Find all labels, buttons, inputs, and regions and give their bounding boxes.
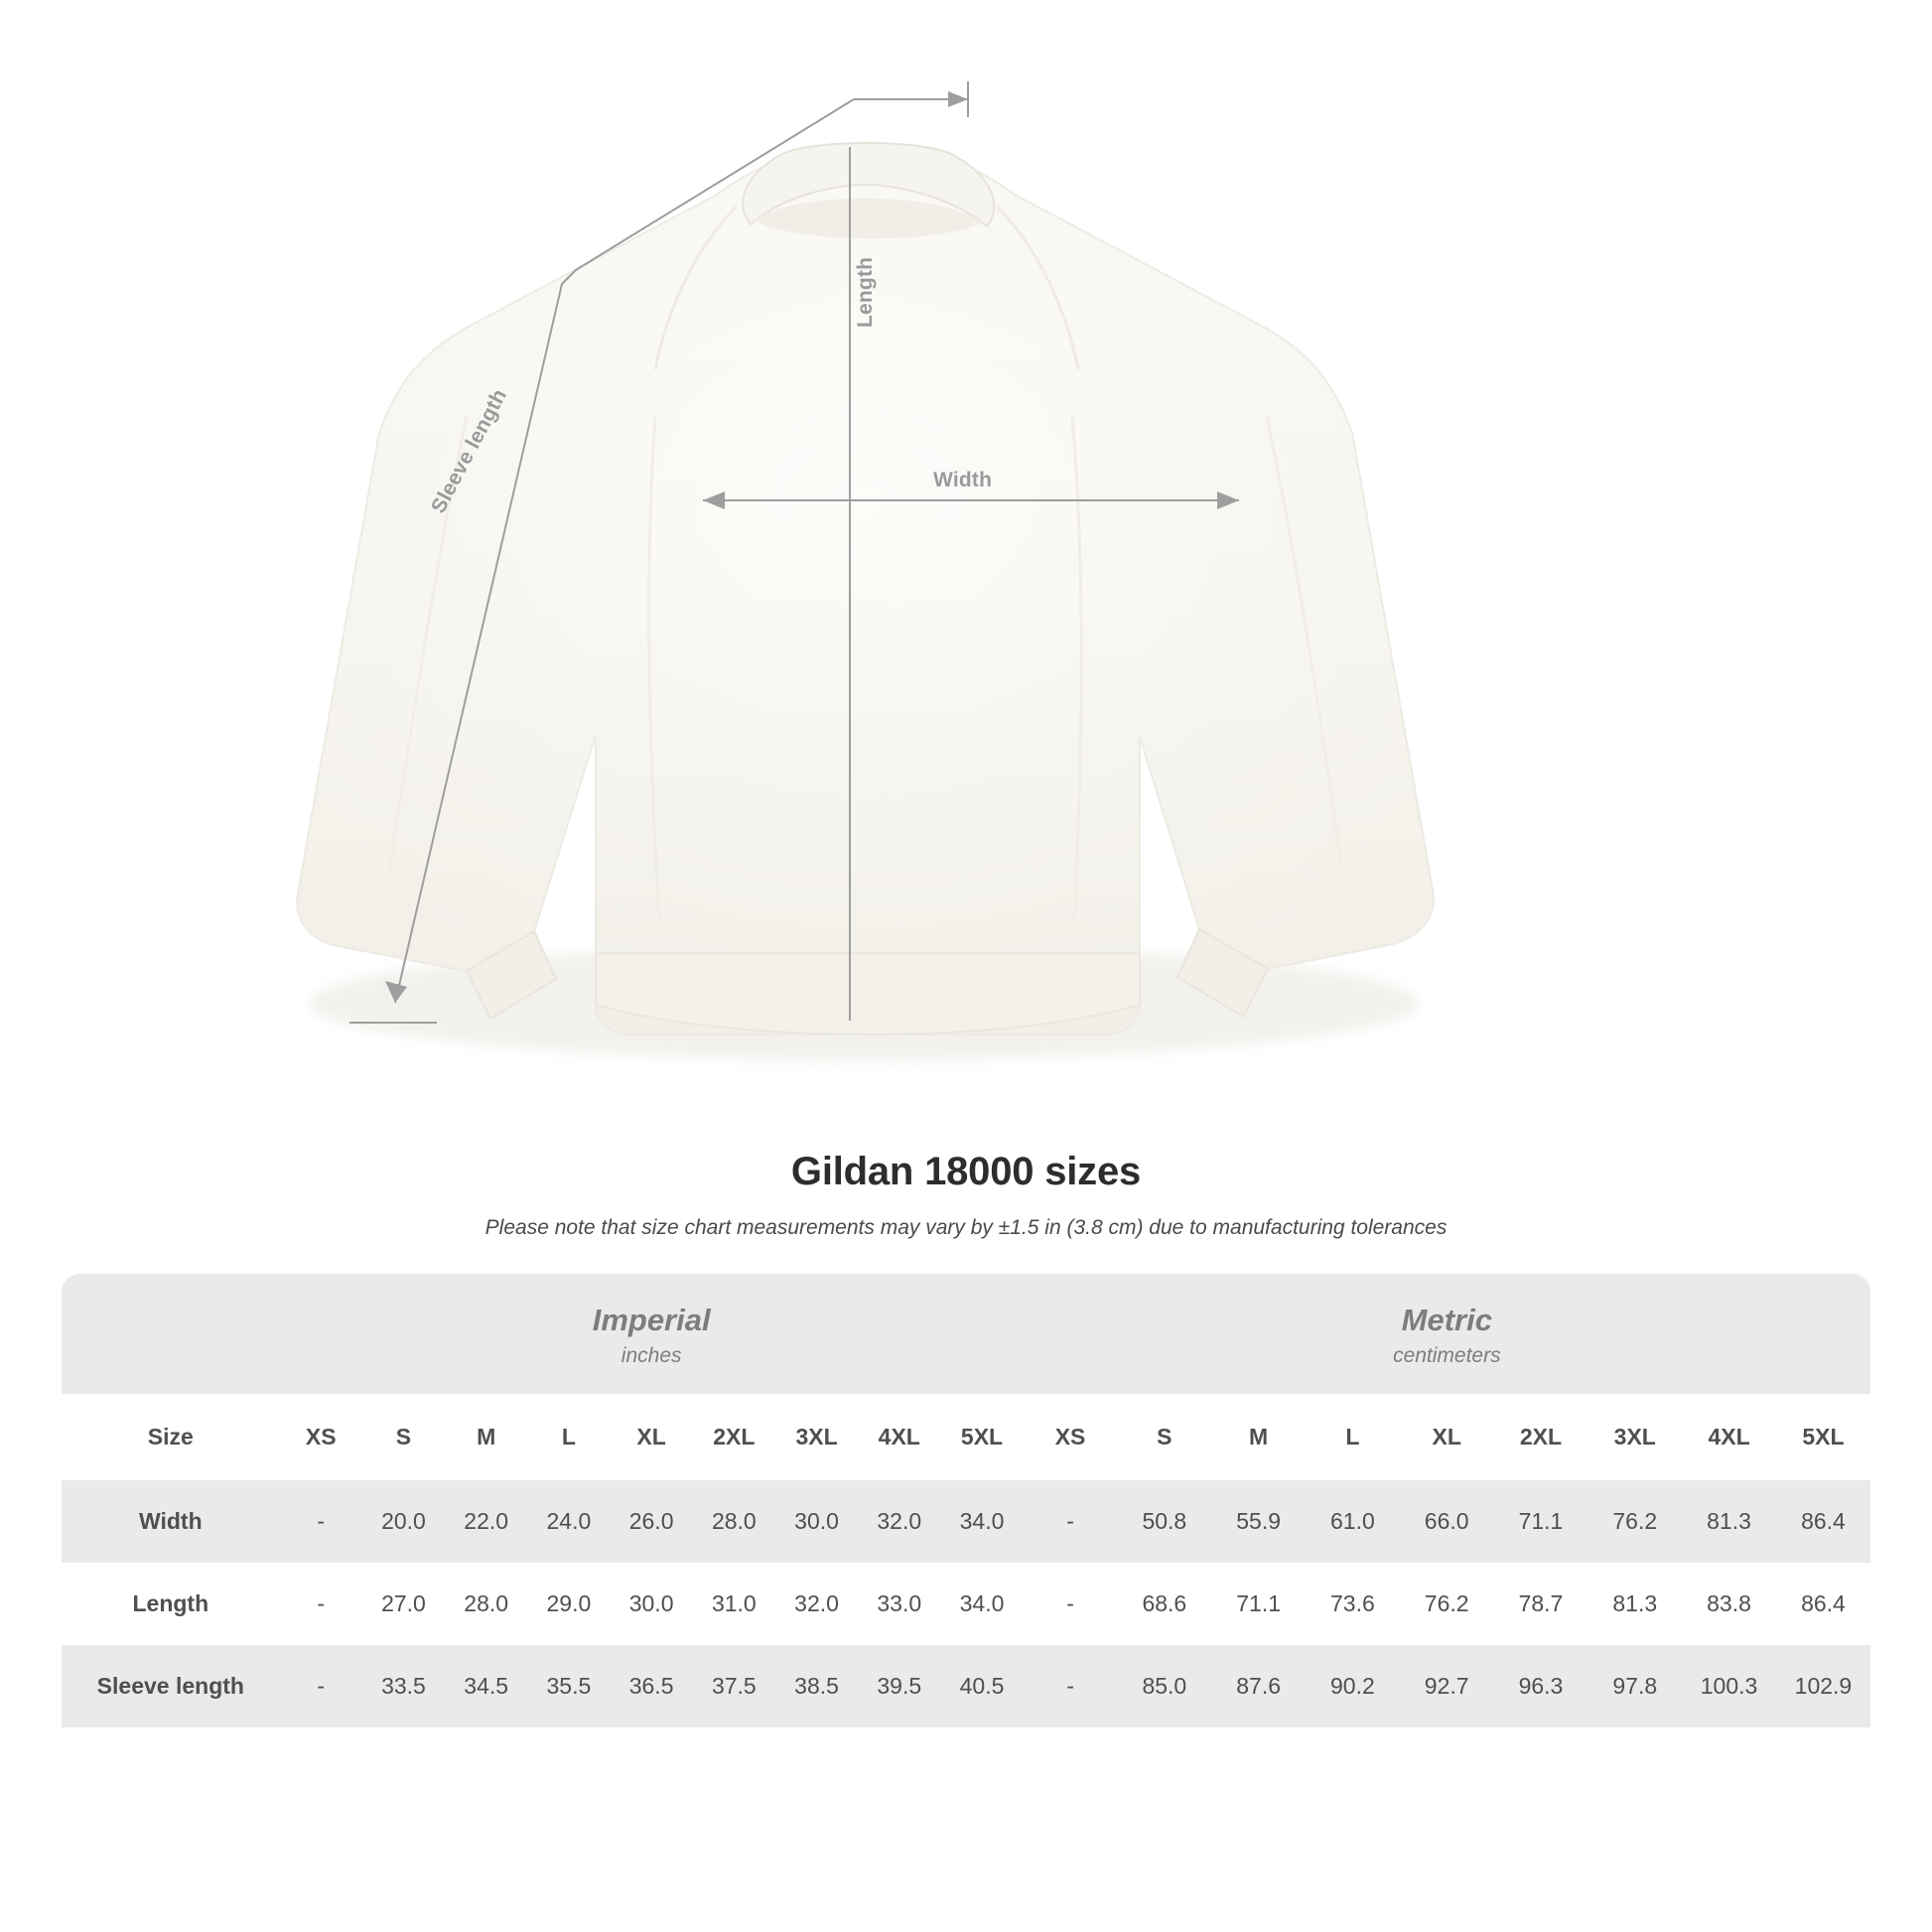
cell-length-imperial-4xl: 33.0 bbox=[858, 1563, 940, 1645]
cell-width-imperial-xl: 26.0 bbox=[611, 1480, 693, 1563]
length-dimension-label: Length bbox=[854, 256, 877, 328]
cell-width-metric-s: 50.8 bbox=[1117, 1480, 1211, 1563]
cell-sleeve-imperial-s: 33.5 bbox=[362, 1645, 445, 1727]
cell-width-imperial-l: 24.0 bbox=[527, 1480, 610, 1563]
cell-length-imperial-m: 28.0 bbox=[445, 1563, 527, 1645]
cell-length-imperial-xs: - bbox=[280, 1563, 362, 1645]
cell-sleeve-metric-l: 90.2 bbox=[1306, 1645, 1400, 1727]
cell-length-imperial-3xl: 32.0 bbox=[775, 1563, 858, 1645]
header-imperial-4xl: 4XL bbox=[858, 1394, 940, 1480]
size-table-wrapper bbox=[62, 1274, 1870, 1727]
cell-sleeve-imperial-m: 34.5 bbox=[445, 1645, 527, 1727]
unit-header-blank bbox=[62, 1274, 280, 1394]
header-metric-m: M bbox=[1211, 1394, 1306, 1480]
table-row bbox=[62, 1563, 1870, 1645]
header-imperial-3xl: 3XL bbox=[775, 1394, 858, 1480]
width-dimension-label: Width bbox=[933, 469, 993, 491]
header-imperial-l: L bbox=[527, 1394, 610, 1480]
cell-length-metric-5xl: 86.4 bbox=[1776, 1563, 1870, 1645]
row-label-length: Length bbox=[62, 1563, 280, 1645]
cell-sleeve-metric-2xl: 96.3 bbox=[1494, 1645, 1588, 1727]
header-imperial-s: S bbox=[362, 1394, 445, 1480]
sleeve-length-dimension-label: Sleeve length bbox=[427, 385, 512, 517]
cell-sleeve-metric-xl: 92.7 bbox=[1400, 1645, 1494, 1727]
imperial-title: Imperial bbox=[592, 1303, 711, 1337]
cell-sleeve-metric-5xl: 102.9 bbox=[1776, 1645, 1870, 1727]
cell-length-imperial-xl: 30.0 bbox=[611, 1563, 693, 1645]
header-imperial-xl: XL bbox=[611, 1394, 693, 1480]
table-row bbox=[62, 1480, 1870, 1563]
cell-length-metric-m: 71.1 bbox=[1211, 1563, 1306, 1645]
header-imperial-m: M bbox=[445, 1394, 527, 1480]
cell-width-imperial-s: 20.0 bbox=[362, 1480, 445, 1563]
row-label-width: Width bbox=[62, 1480, 280, 1563]
header-metric-4xl: 4XL bbox=[1682, 1394, 1776, 1480]
cell-sleeve-imperial-xs: - bbox=[280, 1645, 362, 1727]
cell-sleeve-imperial-3xl: 38.5 bbox=[775, 1645, 858, 1727]
cell-sleeve-metric-3xl: 97.8 bbox=[1587, 1645, 1682, 1727]
cell-width-metric-4xl: 81.3 bbox=[1682, 1480, 1776, 1563]
page-title: Gildan 18000 sizes bbox=[790, 1150, 1142, 1193]
metric-subtitle: centimeters bbox=[1393, 1343, 1501, 1367]
cell-length-imperial-l: 29.0 bbox=[527, 1563, 610, 1645]
cell-sleeve-metric-4xl: 100.3 bbox=[1682, 1645, 1776, 1727]
column-header-row bbox=[62, 1394, 1870, 1480]
cell-length-metric-xs: - bbox=[1024, 1563, 1118, 1645]
cell-sleeve-metric-m: 87.6 bbox=[1211, 1645, 1306, 1727]
cell-sleeve-imperial-4xl: 39.5 bbox=[858, 1645, 940, 1727]
cell-length-imperial-s: 27.0 bbox=[362, 1563, 445, 1645]
row-label-sleeve-length: Sleeve length bbox=[62, 1645, 280, 1727]
cell-width-imperial-4xl: 32.0 bbox=[858, 1480, 940, 1563]
cell-width-imperial-2xl: 28.0 bbox=[693, 1480, 775, 1563]
cell-length-metric-3xl: 81.3 bbox=[1587, 1563, 1682, 1645]
cell-length-metric-xl: 76.2 bbox=[1400, 1563, 1494, 1645]
imperial-subtitle: inches bbox=[621, 1343, 682, 1367]
cell-length-metric-2xl: 78.7 bbox=[1494, 1563, 1588, 1645]
metric-title: Metric bbox=[1401, 1303, 1492, 1337]
cell-length-metric-4xl: 83.8 bbox=[1682, 1563, 1776, 1645]
table-row bbox=[62, 1645, 1870, 1727]
cell-width-metric-3xl: 76.2 bbox=[1587, 1480, 1682, 1563]
unit-header-imperial bbox=[280, 1274, 1024, 1394]
cell-length-metric-l: 73.6 bbox=[1306, 1563, 1400, 1645]
cell-sleeve-metric-s: 85.0 bbox=[1117, 1645, 1211, 1727]
cell-width-imperial-3xl: 30.0 bbox=[775, 1480, 858, 1563]
cell-sleeve-imperial-2xl: 37.5 bbox=[693, 1645, 775, 1727]
cell-width-imperial-m: 22.0 bbox=[445, 1480, 527, 1563]
cell-sleeve-imperial-5xl: 40.5 bbox=[940, 1645, 1023, 1727]
header-imperial-5xl: 5XL bbox=[940, 1394, 1023, 1480]
cell-width-metric-xs: - bbox=[1024, 1480, 1118, 1563]
cell-width-metric-xl: 66.0 bbox=[1400, 1480, 1494, 1563]
header-imperial-2xl: 2XL bbox=[693, 1394, 775, 1480]
cell-width-imperial-5xl: 34.0 bbox=[940, 1480, 1023, 1563]
cell-sleeve-imperial-l: 35.5 bbox=[527, 1645, 610, 1727]
cell-sleeve-imperial-xl: 36.5 bbox=[611, 1645, 693, 1727]
cell-width-imperial-xs: - bbox=[280, 1480, 362, 1563]
header-metric-3xl: 3XL bbox=[1587, 1394, 1682, 1480]
cell-sleeve-metric-xs: - bbox=[1024, 1645, 1118, 1727]
cell-width-metric-m: 55.9 bbox=[1211, 1480, 1306, 1563]
cell-width-metric-l: 61.0 bbox=[1306, 1480, 1400, 1563]
title-block bbox=[0, 1150, 1932, 1240]
header-metric-xs: XS bbox=[1024, 1394, 1118, 1480]
cell-length-imperial-2xl: 31.0 bbox=[693, 1563, 775, 1645]
header-size: Size bbox=[62, 1394, 280, 1480]
cell-width-metric-5xl: 86.4 bbox=[1776, 1480, 1870, 1563]
header-metric-5xl: 5XL bbox=[1776, 1394, 1870, 1480]
header-imperial-xs: XS bbox=[280, 1394, 362, 1480]
header-metric-xl: XL bbox=[1400, 1394, 1494, 1480]
header-metric-l: L bbox=[1306, 1394, 1400, 1480]
cell-length-imperial-5xl: 34.0 bbox=[940, 1563, 1023, 1645]
unit-header-metric bbox=[1024, 1274, 1870, 1394]
tolerance-note: Please note that size chart measurements may vary by ±1.5 in (3.8 cm) due to manufacturing tolerances bbox=[484, 1216, 1448, 1239]
cell-length-metric-s: 68.6 bbox=[1117, 1563, 1211, 1645]
cell-width-metric-2xl: 71.1 bbox=[1494, 1480, 1588, 1563]
size-table bbox=[62, 1274, 1870, 1727]
unit-header-row bbox=[62, 1274, 1870, 1394]
header-metric-2xl: 2XL bbox=[1494, 1394, 1588, 1480]
header-metric-s: S bbox=[1117, 1394, 1211, 1480]
